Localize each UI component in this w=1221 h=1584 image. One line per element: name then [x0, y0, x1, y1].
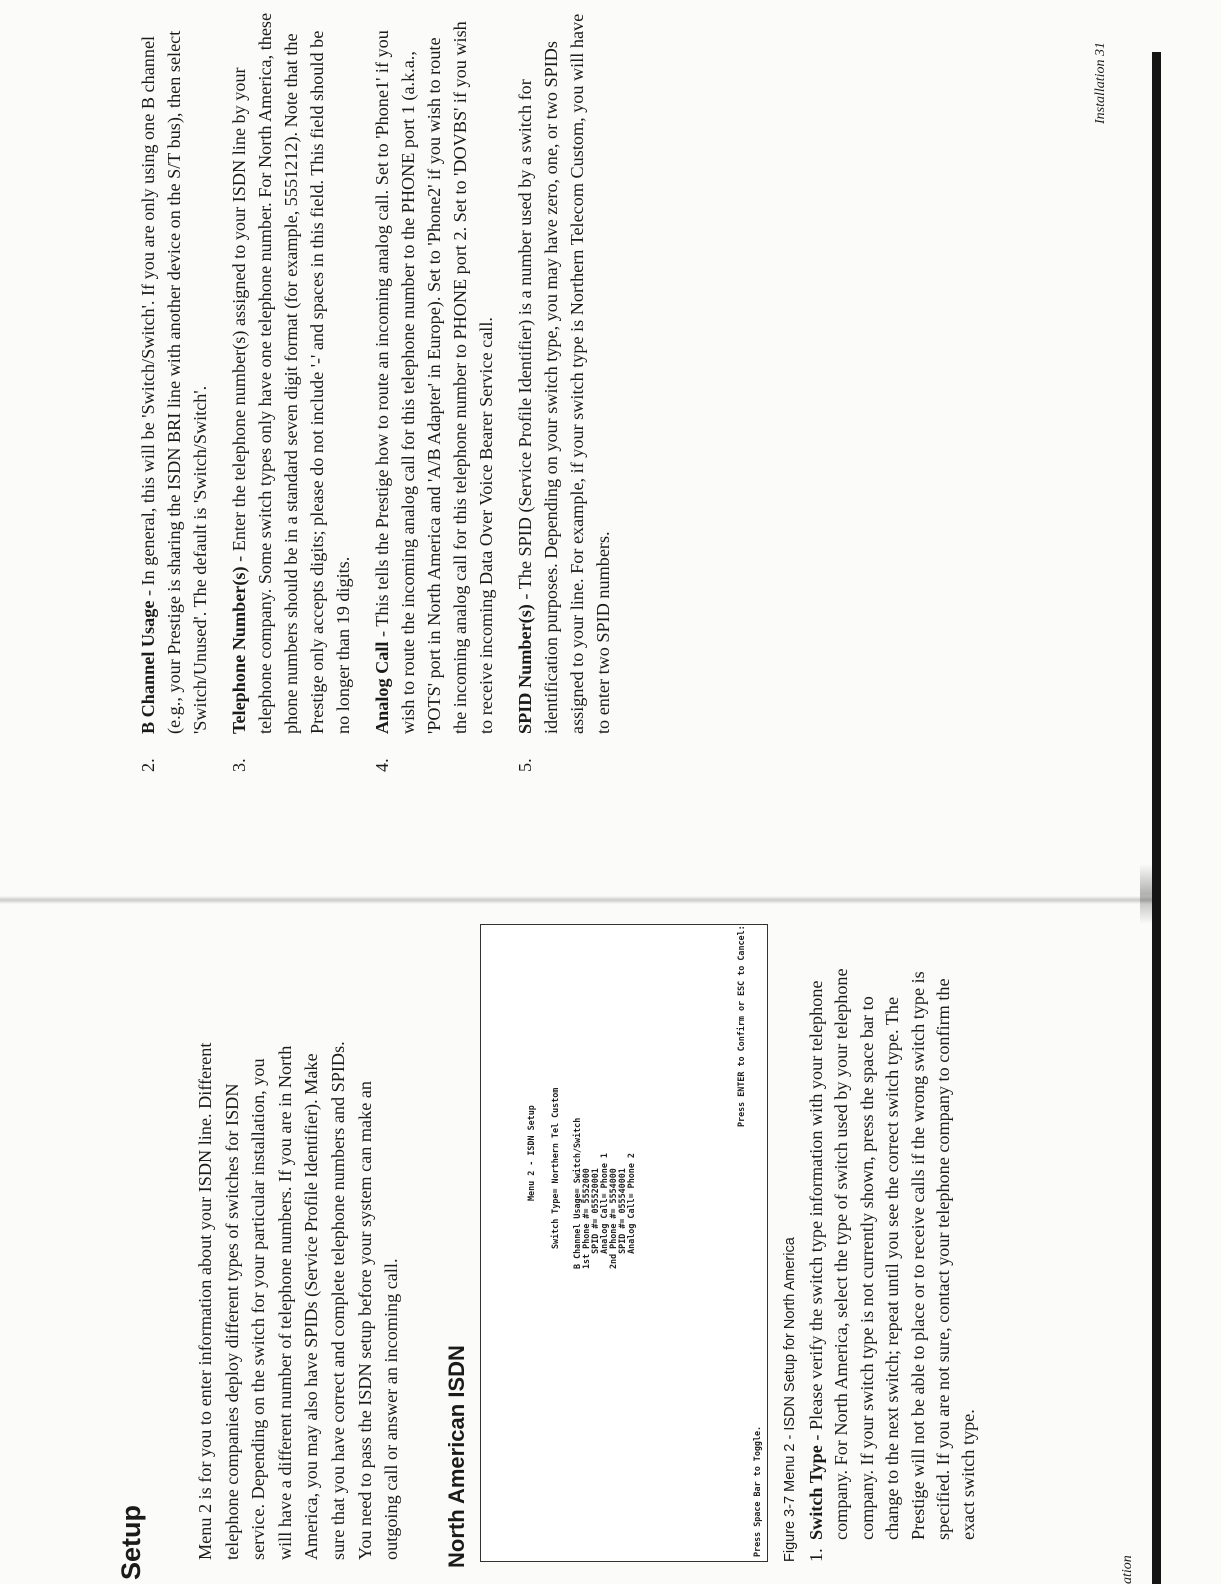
item-number: 4.: [371, 758, 392, 772]
item-term: SPID Number(s): [514, 604, 535, 734]
binding-rule: [1152, 52, 1161, 1584]
item-number: 1.: [806, 1548, 826, 1562]
item-text: - Enter the telephone number(s) assigned to your ISDN line by your telephone company. Some switch types only have one telephone number. For North America, these phone numbers should be in a standard seven digit format (for example, 5551212). Note that the Prestige only accepts digits; please do not include '-' and spaces in this field. This field should be no longer than 19 digits.: [228, 12, 354, 734]
figure-caption: Figure 3-7 Menu 2 - ISDN Setup for North America: [782, 1237, 798, 1562]
running-foot-left: ation: [1120, 1555, 1135, 1584]
list-item-telephone-numbers: [226, 12, 357, 774]
item-text: - This tells the Prestige how to route an incoming analog call. Set to 'Phone1' if you wish to route the incoming analog call for this telephone number to the PHONE port 1 (a.k.a., 'POTS' port in North America and 'A/B Adapter' in Europe). Set to 'Phone2' if you wish to route the incoming analog call for this telephone number to PHONE port 2. Set to 'DOVBS' if you wish to receive incoming Data Over Voice Bearer Service call.: [371, 21, 497, 734]
screen-toggle-hint: Press Space Bar to Toggle.: [752, 1425, 762, 1557]
list-item-analog-call: [369, 12, 500, 774]
running-foot-right: Installation 31: [1093, 41, 1108, 124]
item-text: - Please verify the switch type information with your telephone company. For North America, select the type of switch used by your telephone company. If your switch type is not currently shown, press the space bar to change to the next switch; repeat until you see the correct switch type. The Prestige will not be able to place or to receive calls if the wrong switch type is specified. If you are not sure, contact your telephone company to confirm the exact switch type.: [806, 968, 979, 1540]
item-number: 5.: [514, 758, 535, 772]
list-item-switch-type: [804, 942, 982, 1562]
screen-field-spid1: SPID #= 055520001: [590, 1168, 600, 1269]
item-term: Switch Type: [806, 1445, 826, 1540]
screen-switch-type: Switch Type= Northern Tel Custom: [550, 1087, 560, 1249]
item-term: Telephone Number(s): [228, 566, 249, 734]
screen-menu-title: Menu 2 - ISDN Setup: [526, 1105, 536, 1201]
item-number: 2.: [138, 758, 158, 772]
item-number: 3.: [228, 758, 249, 772]
list-item-b-channel-usage: [135, 12, 214, 774]
left-description-list: [804, 942, 982, 1562]
screen-confirm-prompt: Press ENTER to Confirm or ESC to Cancel:: [736, 925, 746, 1127]
intro-paragraph: Menu 2 is for you to enter information about your ISDN line. Different telephone companies deploy different types of switches for ISDN service. Depending on the switch for your particular installation, you will have a different number of telephone numbers. If you are in North America, you may also have SPIDs (Service Profile Identifier). Make sure that you have correct and complete telephone numbers and SPIDs. You need to pass the ISDN setup before your system can make an outgoing call or answer an incoming call.: [195, 1041, 402, 1560]
section-heading: North American ISDN: [444, 1345, 469, 1568]
list-item-spid-numbers: [512, 12, 617, 774]
scan-smudge: [1140, 864, 1152, 924]
center-fold-shadow: [0, 896, 1152, 904]
right-description-list: [135, 12, 628, 774]
section-title: Setup: [116, 1504, 146, 1580]
screen-field-phone1: 1st Phone #= 5552000: [581, 1168, 591, 1269]
item-text: - The SPID (Service Profile Identifier) is a number used by a switch for identification purposes. Depending on your switch type, you may have zero, one, or two SPIDs assigned to your line. For example, if your switch type is Northern Telecom Custom, you will have to enter two SPID numbers.: [514, 13, 614, 734]
item-term: Analog Call: [371, 641, 392, 734]
screen-field-analog2: Analog Call= Phone 2: [626, 1153, 636, 1269]
screen-field-analog1: Analog Call= Phone 1: [599, 1153, 609, 1269]
screen-field-b-channel: B Channel Usage= Switch/Switch: [572, 1117, 582, 1269]
item-text: - In general, this will be 'Switch/Switch'. If you are only using one B channel (e.g., your Prestige is sharing the ISDN BRI line with another device on the S/T bus), then select 'Switch/Unused'. The default is 'Switch/Switch'.: [138, 30, 211, 734]
screen-field-spid2: SPID #= 055540001: [617, 1168, 627, 1269]
item-term: B Channel Usage: [138, 600, 158, 734]
terminal-screen-figure: [480, 924, 768, 1562]
screen-field-phone2: 2nd Phone #= 5554000: [608, 1168, 618, 1269]
